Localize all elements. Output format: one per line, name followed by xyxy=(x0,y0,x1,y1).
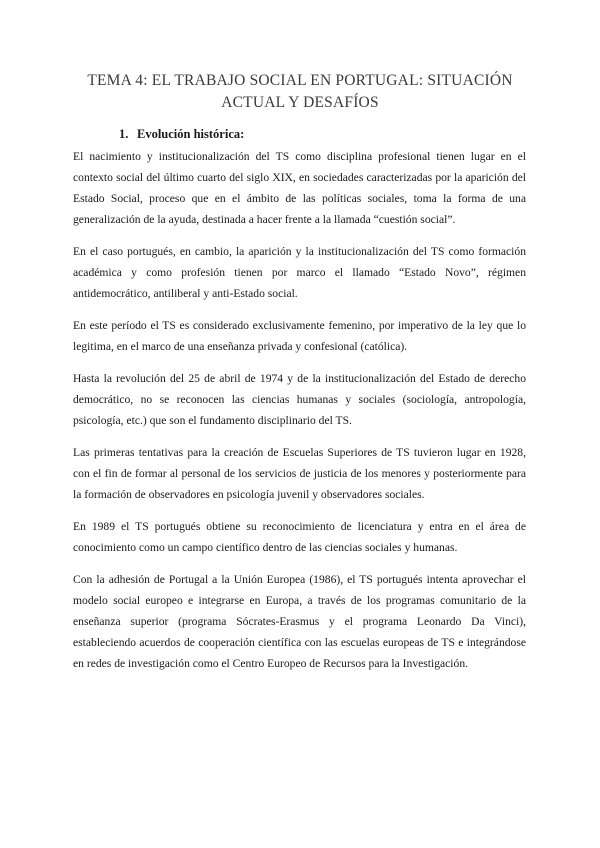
section-heading-text: Evolución histórica: xyxy=(137,127,245,141)
document-title: TEMA 4: EL TRABAJO SOCIAL EN PORTUGAL: SITUACIÓN ACTUAL Y DESAFÍOS xyxy=(87,72,513,111)
paragraph: Las primeras tentativas para la creación de Escuelas Superiores de TS tuvieron lugar en 1928, con el fin de formar al personal de los servicios de justicia de los menores y posteriormente para la formación de observadores en psicología juvenil y observadores sociales. xyxy=(73,446,526,501)
paragraph: En este período el TS es considerado exclusivamente femenino, por imperativo de la ley que lo legitima, en el marco de una enseñanza privada y confesional (católica). xyxy=(73,319,526,353)
section-number: 1. xyxy=(119,127,129,141)
paragraph: En el caso portugués, en cambio, la aparición y la institucionalización del TS como formación académica y como profesión tienen por marco el llamado “Estado Novo”, régimen antidemocrático, antiliberal y anti-Estado social. xyxy=(73,245,526,300)
paragraph: El nacimiento y institucionalización del TS como disciplina profesional tienen lugar en el contexto social del último cuarto del siglo XIX, en sociedades caracterizadas por la aparición del Estado Social, proceso que en el ámbito de las políticas sociales, toma la forma de una generalización de la ayuda, destinada a hacer frente a la llamada “cuestión social”. xyxy=(73,150,526,226)
paragraph: Con la adhesión de Portugal a la Unión Europea (1986), el TS portugués intenta aprovechar el modelo social europeo e integrarse en Europa, a través de los programas comunitario de la enseñanza superior (programa Sócrates-Erasmus y el programa Leonardo Da Vinci), estableciendo acuerdos de cooperación científica con las escuelas europeas de TS e integrándose en redes de investigación como el Centro Europeo de Recursos para la Investigación. xyxy=(73,573,526,670)
paragraph: Hasta la revolución del 25 de abril de 1974 y de la institucionalización del Estado de derecho democrático, no se reconocen las ciencias humanas y sociales (sociología, antropología, psicología, etc.) que son el fundamento disciplinario del TS. xyxy=(73,372,526,427)
section-heading xyxy=(119,127,244,142)
body-text xyxy=(73,146,526,685)
paragraph: En 1989 el TS portugués obtiene su reconocimiento de licenciatura y entra en el área de conocimiento como un campo científico dentro de las ciencias sociales y humanas. xyxy=(73,520,526,554)
